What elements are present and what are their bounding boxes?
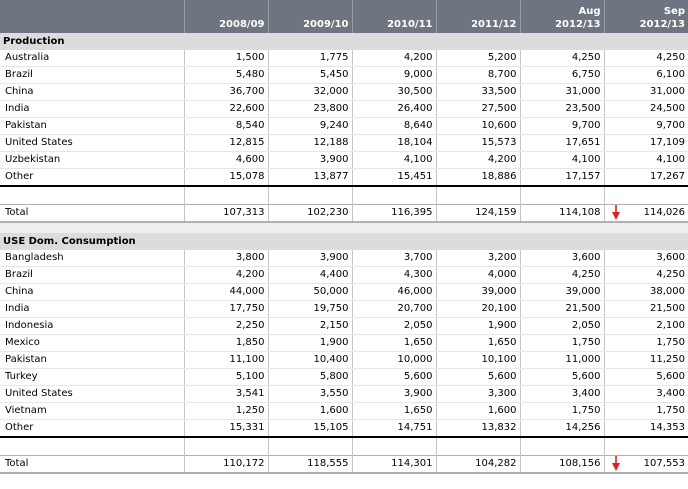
cell-value: 14,751 — [352, 420, 436, 438]
cell-value: 23,500 — [520, 101, 604, 118]
cell-value: 3,400 — [520, 386, 604, 403]
cell-value: 3,600 — [520, 250, 604, 267]
spacer-cell — [184, 186, 268, 205]
cell-value: 1,900 — [436, 318, 520, 335]
cell-value: 24,500 — [604, 101, 688, 118]
column-header-year: 2010/11 — [387, 19, 433, 30]
cell-value: 11,100 — [184, 352, 268, 369]
total-value: 102,230 — [268, 205, 352, 223]
cell-value: 17,750 — [184, 301, 268, 318]
table-row — [0, 250, 688, 267]
cell-value: 3,300 — [436, 386, 520, 403]
cell-value: 3,900 — [268, 152, 352, 169]
column-header-month — [356, 5, 433, 18]
row-label: Indonesia — [0, 318, 184, 335]
cell-value: 17,651 — [520, 135, 604, 152]
column-header-month — [272, 5, 349, 18]
cell-value: 39,000 — [520, 284, 604, 301]
row-label: Brazil — [0, 67, 184, 84]
section-separator — [0, 222, 688, 233]
cell-value: 17,267 — [604, 169, 688, 187]
cell-value: 1,600 — [436, 403, 520, 420]
column-header-year: 2012/13 — [555, 19, 601, 30]
table-row — [0, 135, 688, 152]
cell-value: 15,105 — [268, 420, 352, 438]
row-label: China — [0, 84, 184, 101]
cell-value: 33,500 — [436, 84, 520, 101]
column-header — [184, 0, 268, 33]
table-row — [0, 118, 688, 135]
cell-value: 3,541 — [184, 386, 268, 403]
cell-value: 10,000 — [352, 352, 436, 369]
cell-value: 9,700 — [520, 118, 604, 135]
table-row — [0, 301, 688, 318]
cell-value: 15,078 — [184, 169, 268, 187]
cell-value: 1,500 — [184, 50, 268, 67]
cell-value: 30,500 — [352, 84, 436, 101]
table-row — [0, 352, 688, 369]
cell-value: 1,750 — [604, 403, 688, 420]
cell-value: 46,000 — [352, 284, 436, 301]
cell-value: 17,109 — [604, 135, 688, 152]
cell-value: 32,000 — [268, 84, 352, 101]
cell-value: 4,600 — [184, 152, 268, 169]
cell-value: 3,600 — [604, 250, 688, 267]
cell-value: 4,300 — [352, 267, 436, 284]
cell-value: 13,877 — [268, 169, 352, 187]
cell-value: 4,000 — [436, 267, 520, 284]
total-value: 116,395 — [352, 205, 436, 223]
cell-value: 1,250 — [184, 403, 268, 420]
spacer-cell — [352, 186, 436, 205]
column-header-year: 2011/12 — [471, 19, 517, 30]
column-header — [436, 0, 520, 33]
column-header-month — [188, 5, 265, 18]
row-label: Other — [0, 420, 184, 438]
total-value: 114,301 — [352, 456, 436, 474]
cell-value: 9,240 — [268, 118, 352, 135]
row-label: Uzbekistan — [0, 152, 184, 169]
cell-value: 12,188 — [268, 135, 352, 152]
table-row — [0, 152, 688, 169]
cell-value: 4,200 — [352, 50, 436, 67]
cell-value: 5,600 — [436, 369, 520, 386]
column-header — [268, 0, 352, 33]
row-label: Bangladesh — [0, 250, 184, 267]
cell-value: 50,000 — [268, 284, 352, 301]
cell-value: 11,250 — [604, 352, 688, 369]
cell-value: 14,353 — [604, 420, 688, 438]
cell-value: 1,750 — [520, 335, 604, 352]
cell-value: 3,200 — [436, 250, 520, 267]
total-value: 124,159 — [436, 205, 520, 223]
spacer-cell — [0, 186, 184, 205]
column-header-month: Sep — [663, 6, 685, 17]
cell-value: 1,750 — [604, 335, 688, 352]
cell-value: 2,050 — [352, 318, 436, 335]
cell-value: 4,400 — [268, 267, 352, 284]
cell-value: 3,900 — [268, 250, 352, 267]
cell-value: 17,157 — [520, 169, 604, 187]
cell-value: 15,451 — [352, 169, 436, 187]
cell-value: 8,700 — [436, 67, 520, 84]
cell-value: 1,650 — [352, 403, 436, 420]
table-row — [0, 84, 688, 101]
total-value: 108,156 — [520, 456, 604, 474]
table-row — [0, 169, 688, 187]
row-label: Brazil — [0, 267, 184, 284]
total-value: 110,172 — [184, 456, 268, 474]
cell-value: 4,100 — [352, 152, 436, 169]
section-title: USE Dom. Consumption — [0, 233, 688, 250]
cell-value: 38,000 — [604, 284, 688, 301]
cell-value: 4,250 — [604, 267, 688, 284]
cell-value: 6,100 — [604, 67, 688, 84]
cell-value: 4,250 — [520, 50, 604, 67]
total-value: 114,108 — [520, 205, 604, 223]
row-label: Other — [0, 169, 184, 187]
row-label: Pakistan — [0, 118, 184, 135]
cell-value: 5,450 — [268, 67, 352, 84]
cell-value: 27,500 — [436, 101, 520, 118]
cell-value: 12,815 — [184, 135, 268, 152]
spacer-cell — [268, 186, 352, 205]
cell-value: 8,640 — [352, 118, 436, 135]
cell-value: 10,600 — [436, 118, 520, 135]
table-row — [0, 67, 688, 84]
column-header-row — [0, 0, 688, 33]
cell-value: 18,886 — [436, 169, 520, 187]
column-header-year: 2009/10 — [303, 19, 349, 30]
spacer-cell — [0, 437, 184, 456]
cell-value: 20,700 — [352, 301, 436, 318]
cell-value: 4,200 — [184, 267, 268, 284]
cell-value: 18,104 — [352, 135, 436, 152]
cell-value: 2,050 — [520, 318, 604, 335]
cell-value: 10,100 — [436, 352, 520, 369]
spacer-cell — [436, 437, 520, 456]
column-header-month — [440, 5, 517, 18]
cell-value: 3,550 — [268, 386, 352, 403]
cell-value: 11,000 — [520, 352, 604, 369]
cell-value: 8,540 — [184, 118, 268, 135]
row-label: Mexico — [0, 335, 184, 352]
cell-value: 5,200 — [436, 50, 520, 67]
row-label: Australia — [0, 50, 184, 67]
cell-value: 13,832 — [436, 420, 520, 438]
cell-value: 39,000 — [436, 284, 520, 301]
cell-value: 1,900 — [268, 335, 352, 352]
cell-value: 1,775 — [268, 50, 352, 67]
cell-value: 4,250 — [604, 50, 688, 67]
cell-value: 23,800 — [268, 101, 352, 118]
total-value: 104,282 — [436, 456, 520, 474]
decrease-arrow-icon — [611, 205, 621, 222]
cell-value: 10,400 — [268, 352, 352, 369]
cell-value: 9,000 — [352, 67, 436, 84]
cell-value: 15,331 — [184, 420, 268, 438]
cell-value: 1,750 — [520, 403, 604, 420]
total-value: 118,555 — [268, 456, 352, 474]
cell-value: 5,600 — [520, 369, 604, 386]
cell-value: 2,100 — [604, 318, 688, 335]
cell-value: 2,250 — [184, 318, 268, 335]
cell-value: 2,150 — [268, 318, 352, 335]
section-header-row — [0, 33, 688, 50]
cell-value: 5,600 — [352, 369, 436, 386]
cell-value: 1,650 — [352, 335, 436, 352]
cell-value: 1,600 — [268, 403, 352, 420]
cell-value: 14,256 — [520, 420, 604, 438]
table-row — [0, 318, 688, 335]
cell-value: 36,700 — [184, 84, 268, 101]
table-row — [0, 369, 688, 386]
cell-value: 3,800 — [184, 250, 268, 267]
spacer-cell — [520, 186, 604, 205]
spacer-cell — [520, 437, 604, 456]
decrease-arrow-icon — [611, 456, 621, 473]
table-row — [0, 101, 688, 118]
cell-value: 3,700 — [352, 250, 436, 267]
table-row — [0, 284, 688, 301]
table-row — [0, 50, 688, 67]
section-header-row — [0, 233, 688, 250]
cell-value: 1,650 — [436, 335, 520, 352]
table-row — [0, 403, 688, 420]
cell-value: 3,900 — [352, 386, 436, 403]
total-label: Total — [0, 205, 184, 223]
cell-value: 1,850 — [184, 335, 268, 352]
cell-value: 5,480 — [184, 67, 268, 84]
separator-cell — [0, 222, 688, 233]
row-label: India — [0, 101, 184, 118]
cell-value: 5,800 — [268, 369, 352, 386]
column-header — [520, 0, 604, 33]
cell-value: 26,400 — [352, 101, 436, 118]
row-label: United States — [0, 135, 184, 152]
header-corner — [0, 0, 184, 33]
column-header-year: 2012/13 — [639, 19, 685, 30]
table-row — [0, 267, 688, 284]
total-value-text: 107,553 — [643, 458, 685, 469]
spacer-cell — [268, 437, 352, 456]
table-row — [0, 420, 688, 438]
total-value-text: 114,026 — [643, 207, 685, 218]
row-label: Turkey — [0, 369, 184, 386]
cell-value: 4,200 — [436, 152, 520, 169]
cell-value: 5,100 — [184, 369, 268, 386]
cell-value: 15,573 — [436, 135, 520, 152]
cell-value: 21,500 — [520, 301, 604, 318]
spacer-cell — [184, 437, 268, 456]
total-value — [604, 205, 688, 223]
cell-value: 4,100 — [520, 152, 604, 169]
total-row — [0, 456, 688, 474]
row-label: China — [0, 284, 184, 301]
cell-value: 4,100 — [604, 152, 688, 169]
section-title: Production — [0, 33, 688, 50]
column-header — [604, 0, 688, 33]
cell-value: 22,600 — [184, 101, 268, 118]
spacer-row — [0, 186, 688, 205]
cell-value: 44,000 — [184, 284, 268, 301]
cell-value: 31,000 — [604, 84, 688, 101]
cell-value: 3,400 — [604, 386, 688, 403]
cell-value: 5,600 — [604, 369, 688, 386]
total-value — [604, 456, 688, 474]
total-row — [0, 205, 688, 223]
spacer-cell — [436, 186, 520, 205]
cell-value: 9,700 — [604, 118, 688, 135]
cell-value: 21,500 — [604, 301, 688, 318]
spacer-cell — [604, 437, 688, 456]
column-header-year: 2008/09 — [219, 19, 265, 30]
spacer-row — [0, 437, 688, 456]
column-header-month: Aug — [578, 6, 601, 17]
cell-value: 4,250 — [520, 267, 604, 284]
table-row — [0, 386, 688, 403]
cell-value: 31,000 — [520, 84, 604, 101]
cell-value: 6,750 — [520, 67, 604, 84]
table-row — [0, 335, 688, 352]
spacer-cell — [604, 186, 688, 205]
row-label: Vietnam — [0, 403, 184, 420]
spacer-cell — [352, 437, 436, 456]
total-value: 107,313 — [184, 205, 268, 223]
row-label: Pakistan — [0, 352, 184, 369]
cell-value: 19,750 — [268, 301, 352, 318]
total-label: Total — [0, 456, 184, 474]
cell-value: 20,100 — [436, 301, 520, 318]
row-label: United States — [0, 386, 184, 403]
column-header — [352, 0, 436, 33]
row-label: India — [0, 301, 184, 318]
